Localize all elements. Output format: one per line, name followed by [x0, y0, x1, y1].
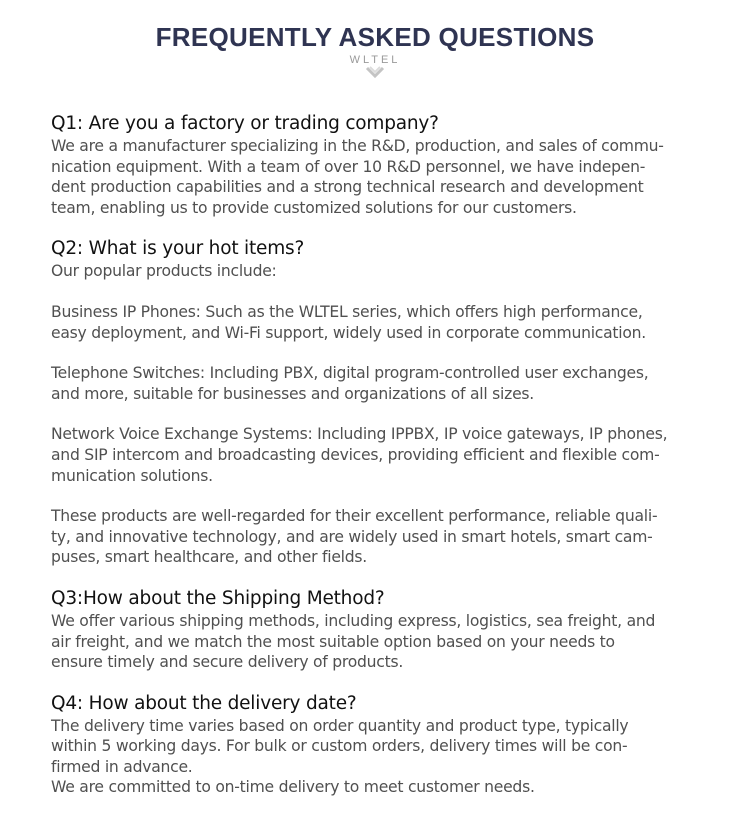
faq-item-q2: [51, 237, 731, 568]
answer-line: Telephone Switches: Including PBX, digital program-controlled user exchanges,: [51, 364, 649, 383]
faq-question-q1: Q1: Are you a factory or trading company?: [51, 113, 439, 134]
brand-label: WLTEL: [349, 54, 401, 66]
faq-answer-q2-ip-phones: [51, 302, 731, 343]
answer-line: These products are well-regarded for their excellent performance, reliable quali-: [51, 507, 658, 526]
answer-line: We offer various shipping methods, including express, logistics, sea freight, and: [51, 611, 656, 630]
answer-line: munication solutions.: [51, 466, 213, 485]
faq-answer-q2-voice-systems: [51, 424, 731, 486]
faq-item-q4: [51, 692, 731, 798]
faq-answer-q3: [51, 611, 731, 673]
answer-line: ty, and innovative technology, and are widely used in smart hotels, smart cam-: [51, 527, 653, 546]
answer-line: firmed in advance.: [51, 757, 193, 776]
answer-line: and more, suitable for businesses and organizations of all sizes.: [51, 384, 534, 403]
answer-line: dent production capabilities and a strong technical research and development: [51, 178, 644, 197]
answer-line: within 5 working days. For bulk or custom orders, delivery times will be con-: [51, 737, 628, 756]
answer-line: We are committed to on-time delivery to meet customer needs.: [51, 778, 535, 797]
faq-answer-q2-summary: [51, 506, 731, 568]
answer-line: Our popular products include:: [51, 262, 277, 281]
answer-line: air freight, and we match the most suitable option based on your needs to: [51, 632, 615, 651]
faq-question-q3: Q3:How about the Shipping Method?: [51, 587, 385, 609]
faq-list: [51, 112, 731, 798]
faq-question-q2: Q2: What is your hot items?: [51, 238, 305, 260]
faq-answer-q1: [51, 136, 731, 218]
faq-answer-q2-intro: [51, 261, 731, 282]
faq-header: [0, 22, 750, 80]
chevron-down-icon: [365, 66, 385, 80]
answer-line: We are a manufacturer specializing in the R&D, production, and sales of commu-: [51, 137, 664, 155]
answer-line: The delivery time varies based on order quantity and product type, typically: [51, 716, 629, 735]
faq-item-q3: [51, 587, 731, 673]
answer-line: Business IP Phones: Such as the WLTEL series, which offers high performance,: [51, 302, 643, 321]
page-title: FREQUENTLY ASKED QUESTIONS: [155, 22, 595, 52]
faq-answer-q4: [51, 716, 731, 798]
answer-line: Network Voice Exchange Systems: Including IPPBX, IP voice gateways, IP phones,: [51, 425, 668, 444]
faq-question-q4: Q4: How about the delivery date?: [51, 692, 357, 714]
answer-line: and SIP intercom and broadcasting devices, providing efficient and flexible com-: [51, 445, 660, 464]
answer-line: team, enabling us to provide customized solutions for our customers.: [51, 198, 577, 217]
answer-line: easy deployment, and Wi-Fi support, widely used in corporate communication.: [51, 323, 647, 342]
faq-answer-q2-switches: [51, 363, 731, 404]
faq-item-q1: [51, 112, 731, 218]
answer-line: nication equipment. With a team of over 10 R&D personnel, we have indepen-: [51, 157, 646, 176]
answer-line: ensure timely and secure delivery of products.: [51, 653, 404, 672]
answer-line: puses, smart healthcare, and other fields.: [51, 548, 367, 567]
